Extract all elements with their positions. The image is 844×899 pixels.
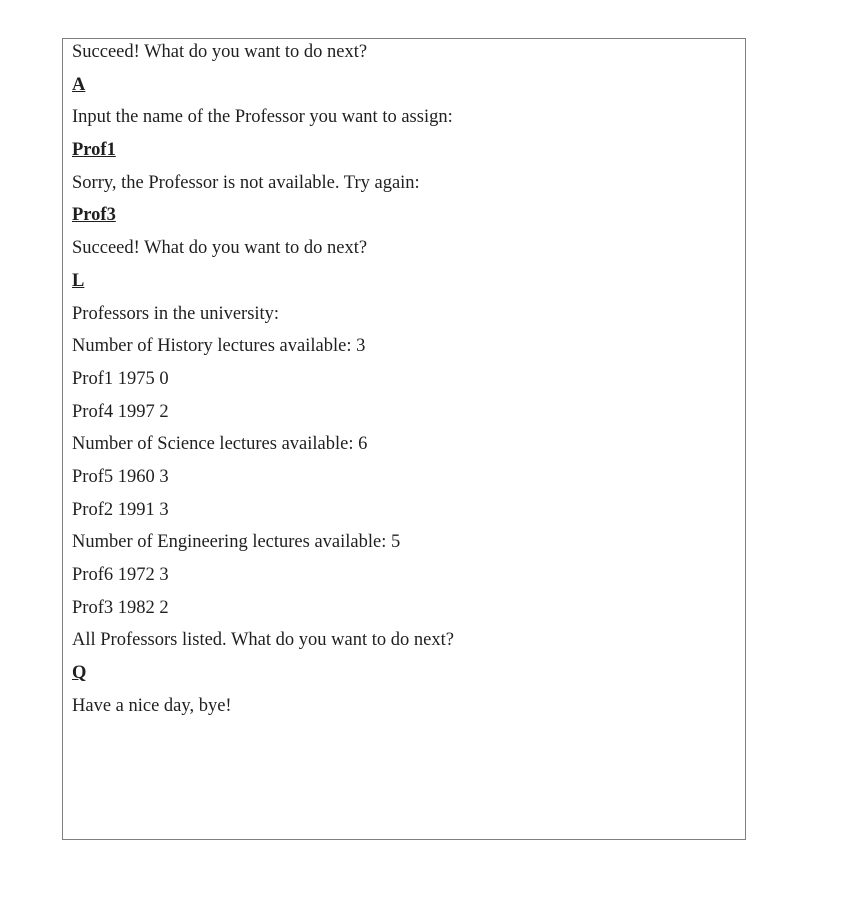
console-line: Prof1 1975 0 <box>72 368 169 389</box>
console-line: Input the name of the Professor you want to assign: <box>72 107 453 128</box>
console-line: Sorry, the Professor is not available. Try again: <box>72 172 420 193</box>
console-line: Professors in the university: <box>72 303 280 324</box>
console-line: Succeed! What do you want to do next? <box>72 42 368 62</box>
user-input-line: L <box>72 270 85 291</box>
console-line: Prof3 1982 2 <box>72 597 169 618</box>
console-line: Number of Engineering lectures available: 5 <box>72 532 401 553</box>
user-input-line: Prof1 <box>72 140 116 161</box>
console-line: Number of History lectures available: 3 <box>72 336 366 357</box>
console-line: Prof4 1997 2 <box>72 401 169 422</box>
console-line: All Professors listed. What do you want to do next? <box>72 630 454 651</box>
user-input-line: A <box>72 74 86 95</box>
console-line: Number of Science lectures available: 6 <box>72 434 368 455</box>
console-line: Prof5 1960 3 <box>72 466 169 487</box>
user-input-line: Q <box>72 663 87 684</box>
console-line: Prof6 1972 3 <box>72 565 169 585</box>
user-input-line: Prof3 <box>72 205 116 226</box>
console-output-panel <box>62 38 746 840</box>
console-line: Have a nice day, bye! <box>72 695 232 716</box>
console-line: Succeed! What do you want to do next? <box>72 238 368 259</box>
console-line: Prof2 1991 3 <box>72 499 169 520</box>
